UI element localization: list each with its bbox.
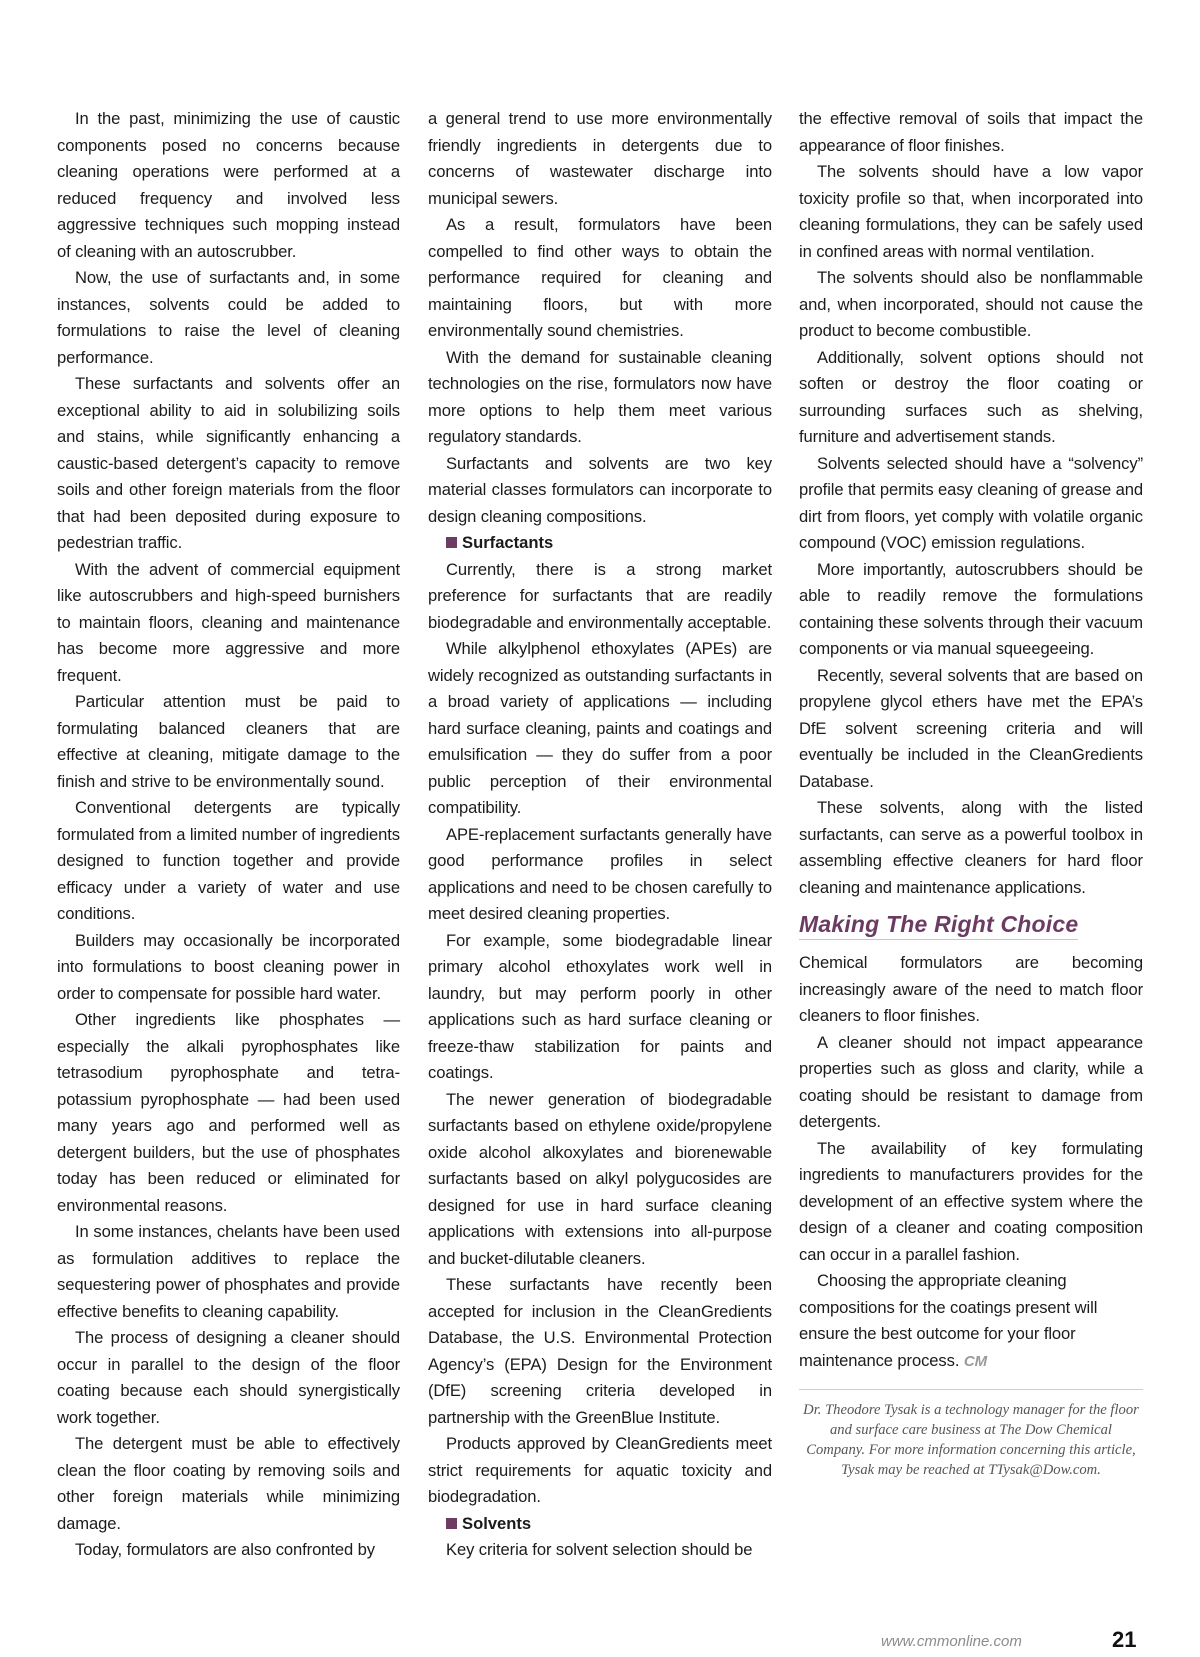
paragraph: With the demand for sustainable cleaning technologies on the rise, formulators now have more options to help them meet various regulatory standards.: [428, 347, 772, 446]
footer-url[interactable]: www.cmmonline.com: [881, 1633, 1022, 1650]
end-mark: CM: [963, 1352, 987, 1370]
paragraph: Currently, there is a strong market preference for surfactants that are readily biodegradable and environmentally acceptable.: [428, 559, 772, 632]
subheading-surfactants: [428, 530, 772, 557]
paragraph: In the past, minimizing the use of caustic components posed no concerns because cleaning operations were performed at a reduced frequency and involved less aggressive techniques such mopping instead of cleaning with an autoscrubber.: [57, 109, 400, 261]
paragraph: Now, the use of surfactants and, in some instances, solvents could be added to formulations to raise the level of cleaning performance.: [57, 268, 400, 367]
paragraph: These surfactants and solvents offer an exceptional ability to aid in solubilizing soils and stains, while significantly enhancing a caustic-based detergent’s capacity to remove soils and other foreign materials from the floor that had been deposited during exposure to pedestrian traffic.: [57, 374, 400, 552]
square-bullet-icon: [446, 537, 457, 548]
paragraph: The availability of key formulating ingredients to manufacturers provides for the development of an effective system where the design of a cleaner and coating composition can occur in a parallel fashion.: [799, 1138, 1143, 1264]
article-column-1: [57, 106, 400, 1564]
paragraph: A cleaner should not impact appearance properties such as gloss and clarity, while a coating should be resistant to damage from detergents.: [799, 1032, 1143, 1131]
paragraph: Key criteria for solvent selection should be: [446, 1540, 753, 1559]
paragraph: Chemical formulators are becoming increasingly aware of the need to match floor cleaners to floor finishes.: [799, 953, 1143, 1025]
paragraph: As a result, formulators have been compelled to find other ways to obtain the performance required for cleaning and maintaining floors, but with more environmentally sound chemistries.: [428, 215, 772, 340]
paragraph: a general trend to use more environmentally friendly ingredients in detergents due to concerns of wastewater discharge into municipal sewers.: [428, 109, 772, 208]
paragraph: Conventional detergents are typically formulated from a limited number of ingredients designed to function together and provide efficacy under a variety of water and use conditions.: [57, 798, 401, 923]
subheading-label: Surfactants: [462, 533, 554, 552]
paragraph: APE-replacement surfactants generally have good performance profiles in select applications and need to be chosen carefully to meet desired cleaning properties.: [428, 824, 772, 923]
article-column-3: [799, 106, 1143, 1480]
paragraph: Additionally, solvent options should not soften or destroy the floor coating or surrounding surfaces such as shelving, furniture and advertisement stands.: [799, 347, 1143, 446]
page-number: 21: [1112, 1627, 1137, 1652]
paragraph: The solvents should have a low vapor toxicity profile so that, when incorporated into cleaning formulations, they can be safely used in confined areas with normal ventilation.: [799, 162, 1143, 261]
section-heading: Making The Right Choice: [799, 909, 1078, 940]
paragraph: Surfactants and solvents are two key material classes formulators can incorporate to design cleaning compositions.: [428, 453, 772, 526]
paragraph: The process of designing a cleaner should occur in parallel to the design of the floor coating because each should synergistically work together.: [57, 1328, 400, 1427]
paragraph: Builders may occasionally be incorporated into formulations to boost cleaning power in order to compensate for possible hard water.: [57, 930, 400, 1003]
subheading-solvents: [428, 1511, 772, 1538]
paragraph: For example, some biodegradable linear primary alcohol ethoxylates work well in laundry, but may perform poorly in other applications such as hard surface cleaning or freeze-thaw stabilization for paints and coatings.: [428, 930, 772, 1082]
paragraph: These solvents, along with the listed surfactants, can serve as a powerful toolbox in assembling effective cleaners for hard floor cleaning and maintenance applications.: [799, 798, 1143, 897]
closing-text: Choosing the appropriate cleaning compositions for the coatings present will ensure the best outcome for your floor maintenance process.: [799, 1271, 1098, 1370]
paragraph: the effective removal of soils that impact the appearance of floor finishes.: [799, 109, 1143, 155]
paragraph: The detergent must be able to effectively clean the floor coating by removing soils and other foreign materials while minimizing damage.: [57, 1434, 400, 1533]
paragraph: With the advent of commercial equipment like autoscrubbers and high-speed burnishers to maintain floors, cleaning and maintenance has become more aggressive and more frequent.: [57, 559, 400, 685]
paragraph: While alkylphenol ethoxylates (APEs) are widely recognized as outstanding surfactants in a broad variety of applications — including hard surface cleaning, paints and coatings and emulsification — they do suffer from a poor public perception of their environmental compatibility.: [428, 639, 772, 817]
paragraph: Products approved by CleanGredients meet strict requirements for aquatic toxicity and biodegradation.: [428, 1434, 772, 1506]
article-column-2: [428, 106, 772, 1564]
paragraph: The newer generation of biodegradable surfactants based on ethylene oxide/propylene oxide alcohol alkoxylates and biorenewable surfactants based on alkyl polygucosides are designed for use in hard surface cleaning applications with extensions into all-purpose and bucket-dilutable cleaners.: [428, 1089, 772, 1268]
paragraph: The solvents should also be nonflammable and, when incorporated, should not cause the product to become combustible.: [799, 268, 1143, 340]
paragraph: Other ingredients like phosphates — especially the alkali pyrophosphates like tetrasodium pyrophosphate and tetra-potassium pyrophosphate — had been used many years ago and performed well as detergent builders, but the use of phosphates today has been reduced or eliminated for environmental reasons.: [57, 1010, 400, 1215]
closing-paragraph: [799, 1268, 1143, 1375]
paragraph: Recently, several solvents that are based on propylene glycol ethers have met the EPA’s DfE solvent screening criteria and will eventually be included in the CleanGredients Database.: [799, 665, 1143, 791]
author-bio: Dr. Theodore Tysak is a technology manager for the floor and surface care business at The Dow Chemical Company. For more information concerning this article, Tysak may be reached at TTysak@Dow.com.: [799, 1389, 1143, 1480]
paragraph: Today, formulators are also confronted by: [75, 1540, 375, 1559]
square-bullet-icon: [446, 1518, 457, 1529]
paragraph: Solvents selected should have a “solvency” profile that permits easy cleaning of grease and dirt from floors, yet comply with volatile organic compound (VOC) emission regulations.: [799, 453, 1143, 552]
paragraph: In some instances, chelants have been used as formulation additives to replace the sequestering power of phosphates and provide effective benefits to cleaning capability.: [57, 1222, 400, 1321]
subheading-label: Solvents: [462, 1513, 532, 1533]
paragraph: Particular attention must be paid to formulating balanced cleaners that are effective at cleaning, mitigate damage to the finish and strive to be environmentally sound.: [57, 692, 400, 791]
paragraph: More importantly, autoscrubbers should be able to readily remove the formulations containing these solvents through their vacuum components or via manual squeegeeing.: [799, 559, 1143, 658]
paragraph: These surfactants have recently been accepted for inclusion in the CleanGredients Database, the U.S. Environmental Protection Agency’s (EPA) Design for the Environment (DfE) screening criteria developed in partnership with the GreenBlue Institute.: [428, 1275, 772, 1427]
